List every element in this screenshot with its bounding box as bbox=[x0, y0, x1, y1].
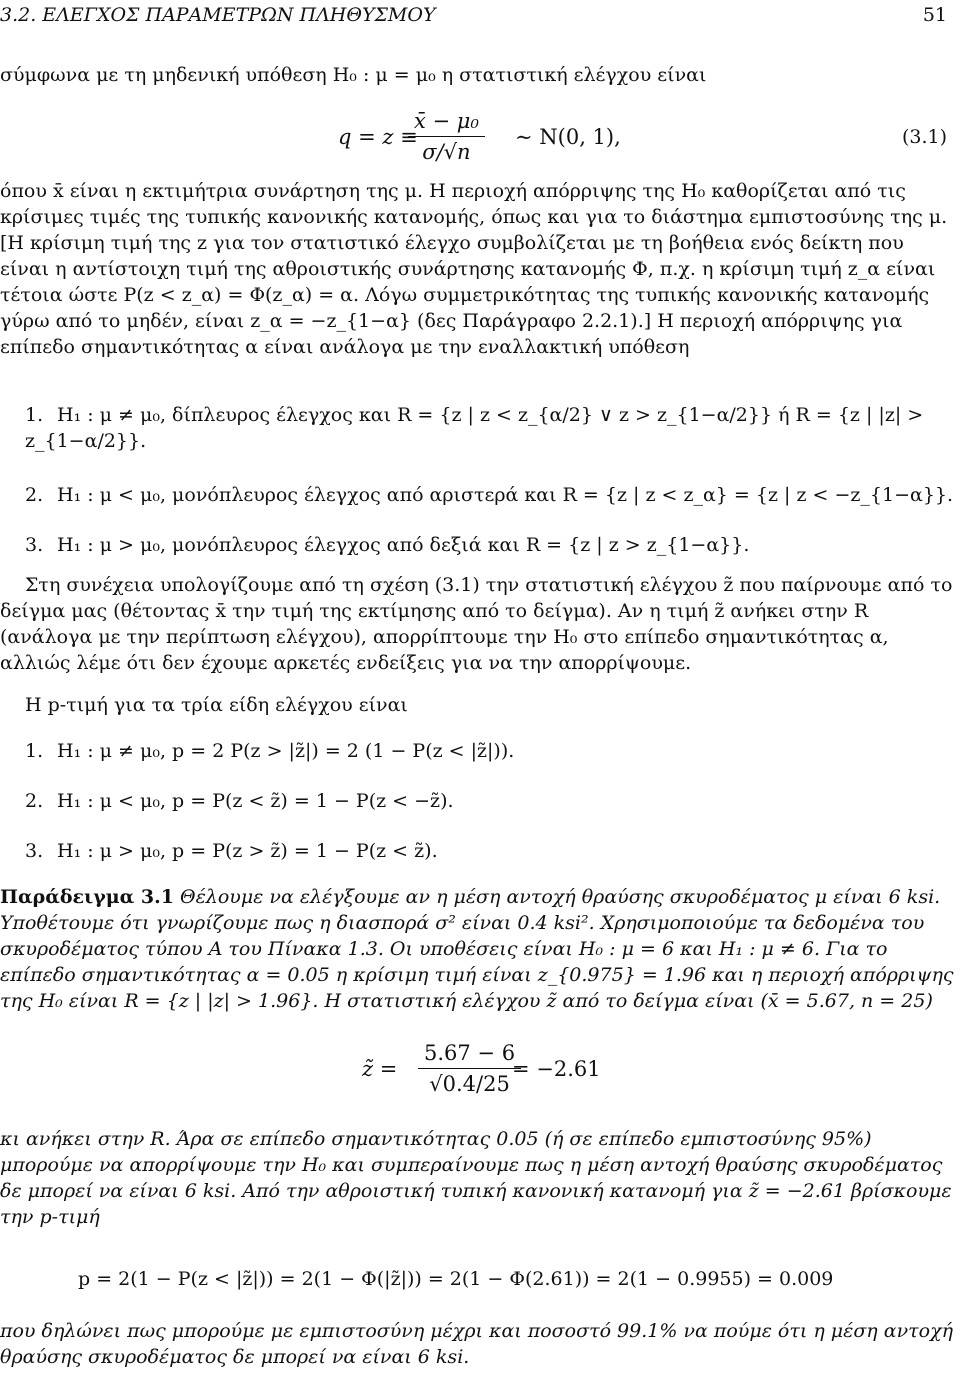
ztilde-rhs: = −2.61 bbox=[512, 1057, 601, 1081]
conclusion-text: που δηλώνει πως μπορούμε με εμπιστοσύνη μέχρι και ποσοστό 99.1% να πούμε ότι η μέση αντοχή θραύσης σκυροδέματος δε μπορεί να είναι 6 ksi. bbox=[0, 1320, 953, 1368]
ztilde-denominator: √0.4/25 bbox=[429, 1072, 510, 1096]
hypothesis-item-1 bbox=[25, 402, 955, 454]
item-number: 2. bbox=[25, 790, 44, 812]
intro-text: σύμφωνα με τη μηδενική υπόθεση H₀ : μ = μ₀ η στατιστική ελέγχου είναι bbox=[0, 64, 707, 86]
example-continuation: κι ανήκει στην R. Άρα σε επίπεδο σημαντικότητας 0.05 (ή σε επίπεδο εμπιστοσύνης 95%) μπορούμε να απορρίψουμε την H₀ και συμπεραίνουμε πως η μέση αντοχή θραύσης σκυροδέματος δε μπορεί να είναι 6 ksi. Από την αθροιστική τυπική κανονική κατανομή για z̃ = −2.61 βρίσκουμε την p-τιμή bbox=[0, 1128, 952, 1228]
hypothesis-item-2 bbox=[25, 482, 955, 508]
item-text: H₁ : μ < μ₀, p = P(z < z̃) = 1 − P(z < −z̃). bbox=[57, 790, 454, 812]
example-text: Θέλουμε να ελέγξουμε αν η μέση αντοχή θραύσης σκυροδέματος μ είναι 6 ksi. Υποθέτουμε ότι γνωρίζουμε πως η διασπορά σ² είναι 0.4 ksi². Χρησιμοποιούμε τα δεδομένα του σκυροδέματος τύπου A του Πίνακα 1.3. Οι υποθέσεις είναι H₀ : μ = 6 και H₁ : μ ≠ 6. Για το επίπεδο σημαντικότητας α = 0.05 η κρίσιμη τιμή είναι z_{0.975} = 1.96 και η περιοχή απόρριψης της H₀ είναι R = {z | |z| > 1.96}. Η στατιστική ελέγχου z̃ από το δείγμα είναι (x̄ = 5.67, n = 25) bbox=[0, 886, 954, 1012]
page-number: 51 bbox=[922, 4, 947, 26]
item-number: 2. bbox=[25, 484, 44, 506]
eq31-label: (3.1) bbox=[901, 126, 947, 148]
eq31-fraction bbox=[408, 108, 485, 165]
item-text: H₁ : μ > μ₀, μονόπλευρος έλεγχος από δεξιά και R = {z | z > z_{1−α}}. bbox=[57, 534, 750, 556]
ztilde-fraction bbox=[418, 1040, 521, 1097]
example-paragraph bbox=[0, 884, 955, 1014]
item-text: H₁ : μ ≠ μ₀, δίπλευρος έλεγχος και R = {z | z < z_{α/2} ∨ z > z_{1−α/2}} ή R = {z | |z| > z_{1−α/2}}. bbox=[25, 404, 924, 452]
eq31-rhs: ∼ N(0, 1), bbox=[515, 125, 621, 149]
ztilde-lhs: z̃ = bbox=[362, 1057, 398, 1081]
equation-z-tilde bbox=[0, 1038, 955, 1098]
pvalue-item-2 bbox=[25, 788, 955, 814]
hypothesis-item-3 bbox=[25, 532, 955, 558]
item-text: H₁ : μ < μ₀, μονόπλευρος έλεγχος από αριστερά και R = {z | z < z_α} = {z | z < −z_{1−α}}. bbox=[57, 484, 954, 506]
paragraph-test-statistic: Στη συνέχεια υπολογίζουμε από τη σχέση (3.1) την στατιστική ελέγχου z̃ που παίρνουμε από το δείγμα μας (θέτοντας x̄ την τιμή της εκτίμησης από το δείγμα). Αν η τιμή z̃ ανήκει στην R (ανάλογα με την περίπτωση ελέγχου), απορρίπτουμε την H₀ στο επίπεδο σημαντικότητας α, αλλιώς λέμε ότι δεν έχουμε αρκετές ενδείξεις για να την απορρίψουμε. bbox=[0, 574, 953, 674]
section-title: 3.2. ΕΛΕΓΧΟΣ ΠΑΡΑΜΕΤΡΩΝ ΠΛΗΘΥΣΜΟΥ bbox=[0, 4, 436, 26]
equation-3-1 bbox=[0, 108, 955, 168]
item-number: 3. bbox=[25, 840, 44, 862]
paragraph-critical-region: όπου x̄ είναι η εκτιμήτρια συνάρτηση της μ. Η περιοχή απόρριψης της H₀ καθορίζεται από τις κρίσιμες τιμές της τυπικής κανονικής κατανομής, όπως και για το διάστημα εμπιστοσύνης της μ. [Η κρίσιμη τιμή της z για τον στατιστικό έλεγχο συμβολίζεται με τη βοήθεια ενός δείκτη που είναι η αντίστοιχη τιμή της αθροιστικής συνάρτησης κατανομής Φ, π.χ. η κρίσιμη τιμή z_α είναι τέτοια ώστε P(z < z_α) = Φ(z_α) = α. Λόγω συμμετρικότητας της τυπικής κανονικής κατανομής γύρω από το μηδέν, είναι z_α = −z_{1−α} (δες Παράγραφο 2.2.1).] Η περιοχή απόρριψης για επίπεδο σημαντικότητας α είναι ανάλογα με την εναλλακτική υπόθεση bbox=[0, 180, 948, 358]
eq31-numerator: x̄ − μ₀ bbox=[408, 108, 485, 137]
item-text: H₁ : μ > μ₀, p = P(z > z̃) = 1 − P(z < z̃). bbox=[57, 840, 438, 862]
example-label: Παράδειγμα 3.1 bbox=[0, 886, 174, 908]
item-number: 3. bbox=[25, 534, 44, 556]
pvalue-item-1 bbox=[25, 738, 955, 764]
eq31-denominator: σ/√n bbox=[422, 140, 471, 164]
pvalue-item-3 bbox=[25, 838, 955, 864]
paragraph-pvalue-intro: Η p-τιμή για τα τρία είδη ελέγχου είναι bbox=[25, 694, 408, 716]
item-number: 1. bbox=[25, 740, 44, 762]
ztilde-numerator: 5.67 − 6 bbox=[418, 1040, 521, 1069]
running-header bbox=[0, 2, 955, 28]
equation-p-value: p = 2(1 − P(z < |z̃|)) = 2(1 − Φ(|z̃|)) = 2(1 − Φ(2.61)) = 2(1 − 0.9955) = 0.009 bbox=[78, 1268, 834, 1290]
item-text: H₁ : μ ≠ μ₀, p = 2 P(z > |z̃|) = 2 (1 − P(z < |z̃|)). bbox=[57, 740, 515, 762]
item-number: 1. bbox=[25, 404, 44, 426]
eq31-lhs: q = z ≡ bbox=[338, 125, 418, 149]
